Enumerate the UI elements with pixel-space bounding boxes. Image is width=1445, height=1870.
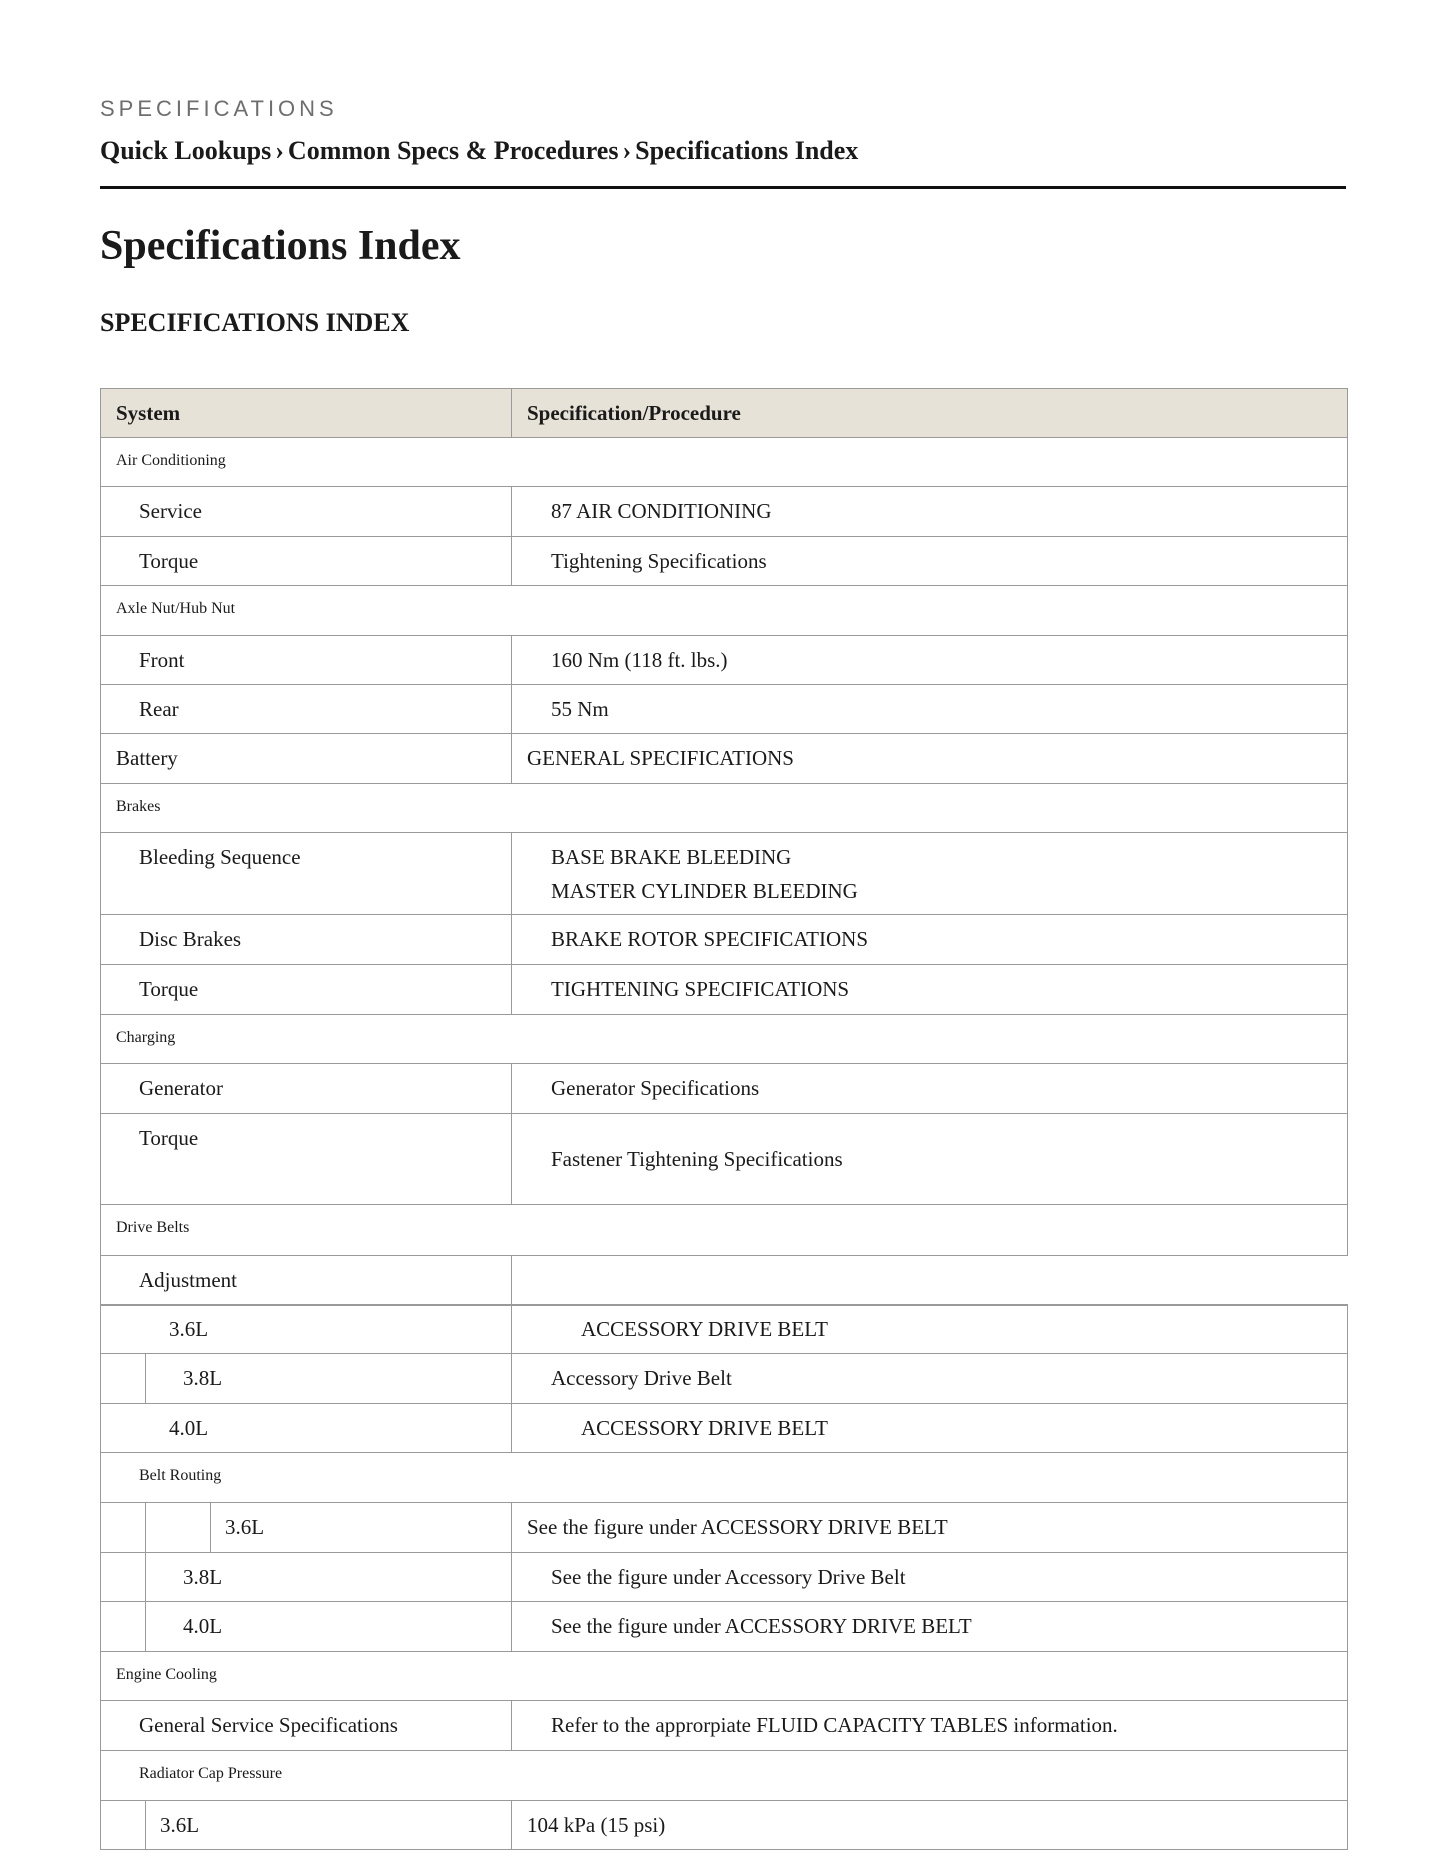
table-row [100, 1305, 1348, 1354]
group-label: Air Conditioning [116, 452, 226, 469]
table-row [100, 636, 1348, 685]
spec-value: 160 Nm (118 ft. lbs.) [551, 648, 728, 672]
table-row [100, 1114, 1348, 1205]
section-subtitle: SPECIFICATIONS INDEX [100, 308, 410, 337]
breadcrumb-item-common-specs[interactable]: Common Specs & Procedures [287, 136, 619, 165]
table-row-group [100, 1205, 1348, 1256]
system-cell: Service [139, 499, 202, 523]
table-row [100, 1602, 1348, 1652]
table-row [100, 1404, 1348, 1453]
group-label: Axle Nut/Hub Nut [116, 600, 236, 617]
table-header-row [100, 388, 1348, 438]
specifications-table [100, 388, 1348, 1850]
table-row [100, 1503, 1348, 1553]
spec-cell-empty [511, 1256, 1348, 1304]
system-cell: General Service Specifications [139, 1713, 398, 1737]
indent-divider [210, 1503, 211, 1552]
table-row [100, 1801, 1348, 1850]
table-row [100, 487, 1348, 537]
group-label: Belt Routing [139, 1467, 222, 1484]
spec-link[interactable]: MASTER CYLINDER BLEEDING [551, 879, 858, 903]
table-row-group [100, 784, 1348, 833]
system-cell: 4.0L [169, 1416, 209, 1440]
system-cell: Bleeding Sequence [139, 845, 301, 869]
table-row [100, 685, 1348, 734]
system-cell: Torque [139, 549, 199, 573]
system-cell: Adjustment [139, 1268, 237, 1292]
table-row-group [100, 1652, 1348, 1701]
spec-link[interactable]: Refer to the approrpiate FLUID CAPACITY TABLES information. [551, 1713, 1118, 1737]
system-cell: 4.0L [183, 1614, 223, 1638]
section-label: SPECIFICATIONS [100, 96, 338, 121]
system-cell: 3.6L [160, 1813, 200, 1837]
indent-divider [145, 1503, 146, 1552]
table-row-group [100, 1015, 1348, 1064]
spec-link[interactable]: See the figure under ACCESSORY DRIVE BELT [527, 1515, 948, 1539]
indent-divider [145, 1602, 146, 1651]
table-row [100, 915, 1348, 965]
system-cell: Torque [139, 1126, 199, 1150]
table-row-group [100, 1453, 1348, 1503]
system-cell: 3.8L [183, 1565, 223, 1589]
spec-link[interactable]: BASE BRAKE BLEEDING [551, 845, 792, 869]
system-cell: Front [139, 648, 185, 672]
system-cell: Rear [139, 697, 179, 721]
group-label: Engine Cooling [116, 1666, 217, 1683]
breadcrumb-separator: › [275, 136, 284, 165]
spec-link[interactable]: TIGHTENING SPECIFICATIONS [551, 977, 850, 1001]
table-row [100, 1256, 1348, 1305]
spec-link[interactable]: Generator Specifications [551, 1076, 760, 1100]
system-cell: Generator [139, 1076, 223, 1100]
table-row [100, 833, 1348, 915]
spec-link[interactable]: 87 AIR CONDITIONING [551, 499, 772, 523]
spec-link[interactable]: Tightening Specifications [551, 549, 767, 573]
spec-link[interactable]: See the figure under ACCESSORY DRIVE BELT [551, 1614, 972, 1638]
indent-divider [145, 1801, 146, 1849]
table-row [100, 1553, 1348, 1602]
group-label: Radiator Cap Pressure [139, 1765, 283, 1782]
table-row [100, 965, 1348, 1015]
spec-link[interactable]: ACCESSORY DRIVE BELT [581, 1416, 828, 1440]
breadcrumb [100, 136, 1344, 166]
breadcrumb-item-quick-lookups[interactable]: Quick Lookups [100, 136, 272, 165]
page-title: Specifications Index [100, 223, 461, 269]
breadcrumb-separator: › [622, 136, 632, 165]
system-cell: 3.6L [225, 1515, 265, 1539]
system-cell: Battery [116, 746, 178, 770]
table-row [100, 1064, 1348, 1114]
spec-link[interactable]: Accessory Drive Belt [551, 1366, 732, 1390]
spec-link[interactable]: Fastener Tightening Specifications [551, 1147, 843, 1171]
table-row [100, 537, 1348, 586]
spec-value: 104 kPa (15 psi) [527, 1813, 666, 1837]
system-cell: 3.8L [183, 1366, 223, 1390]
spec-link[interactable]: BRAKE ROTOR SPECIFICATIONS [551, 927, 868, 951]
spec-link[interactable]: See the figure under Accessory Drive Belt [551, 1565, 906, 1589]
system-cell: Torque [139, 977, 199, 1001]
column-header-system: System [116, 401, 181, 425]
table-row [100, 734, 1348, 784]
group-label: Drive Belts [116, 1219, 190, 1236]
group-label: Charging [116, 1029, 176, 1046]
indent-divider [145, 1553, 146, 1601]
table-row-group [100, 1751, 1348, 1801]
system-cell: 3.6L [169, 1317, 209, 1341]
indent-divider [145, 1354, 146, 1403]
spec-link[interactable]: ACCESSORY DRIVE BELT [581, 1317, 828, 1341]
spec-link[interactable]: GENERAL SPECIFICATIONS [527, 746, 794, 770]
column-header-spec: Specification/Procedure [527, 401, 741, 425]
group-label: Brakes [116, 798, 161, 815]
table-row [100, 1701, 1348, 1751]
table-row-group [100, 586, 1348, 636]
table-row-group [100, 438, 1348, 487]
spec-value: 55 Nm [551, 697, 609, 721]
header-divider [100, 186, 1346, 189]
system-cell: Disc Brakes [139, 927, 242, 951]
breadcrumb-item-current: Specifications Index [635, 136, 859, 165]
table-row [100, 1354, 1348, 1404]
